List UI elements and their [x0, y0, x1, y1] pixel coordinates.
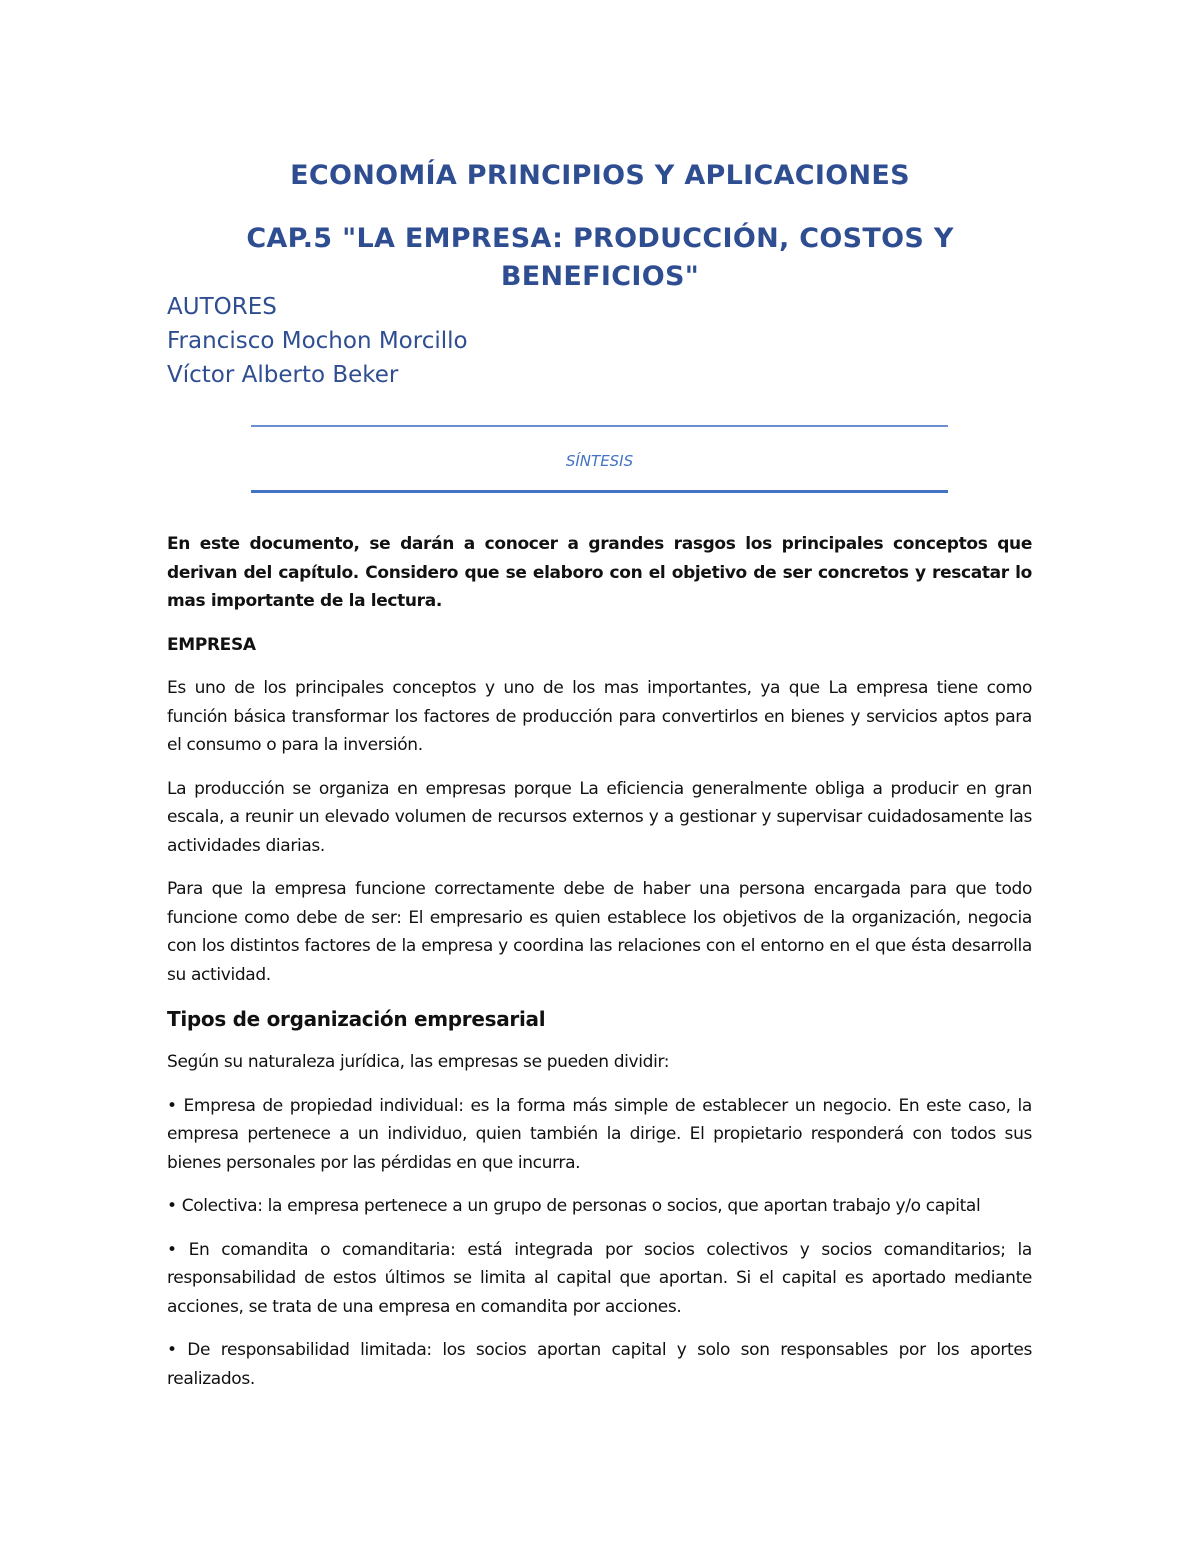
divider-top: [251, 425, 948, 427]
list-item: • Empresa de propiedad individual: es la forma más simple de establecer un negocio. En este caso, la empresa pertenece a un individuo, quien también la dirige. El propietario responderá con todos sus bienes personales por las pérdidas en que incurra.: [167, 1095, 1032, 1173]
paragraph: Para que la empresa funcione correctamente debe de haber una persona encargada para que todo funcione como debe de ser: El empresario es quien establece los objetivos de la organización, negocia con los distintos factores de la empresa y coordina las relaciones con el entorno en el que ésta desarrolla su actividad.: [167, 879, 1032, 985]
authors-label: AUTORES: [167, 294, 277, 320]
paragraph: Según su naturaleza jurídica, las empresas se pueden dividir:: [167, 1052, 670, 1072]
intro-paragraph: En este documento, se darán a conocer a grandes rasgos los principales conceptos que derivan del capítulo. Considero que se elaboro con el objetivo de ser concretos y rescatar lo mas importante de la lectura.: [167, 534, 1032, 611]
divider-bottom: [251, 490, 948, 493]
paragraph: La producción se organiza en empresas porque La eficiencia generalmente obliga a producir en gran escala, a reunir un elevado volumen de recursos externos y a gestionar y supervisar cuidadosamente las actividades diarias.: [167, 778, 1032, 856]
paragraph: Es uno de los principales conceptos y uno de los mas importantes, ya que La empresa tiene como función básica transformar los factores de producción para convertirlos en bienes y servicios aptos para el consumo o para la inversión.: [167, 678, 1032, 755]
section-label: SÍNTESIS: [565, 452, 634, 470]
chapter-title: CAP.5 "LA EMPRESA: PRODUCCIÓN, COSTOS Y BENEFICIOS": [246, 223, 954, 292]
list-item: • En comandita o comanditaria: está integrada por socios colectivos y socios comanditarios; la responsabilidad de estos últimos se limita al capital que aportan. Si el capital es aportado mediante acciones, se trata de una empresa en comandita por acciones.: [167, 1239, 1032, 1317]
section-heading-empresa: EMPRESA: [167, 634, 256, 655]
author-name: Víctor Alberto Beker: [167, 362, 399, 388]
document-body: [167, 530, 1032, 1408]
author-name: Francisco Mochon Morcillo: [167, 328, 468, 354]
list-item: • De responsabilidad limitada: los socios aportan capital y solo son responsables por los aportes realizados.: [167, 1340, 1032, 1389]
authors-block: [167, 290, 468, 392]
list-item: • Colectiva: la empresa pertenece a un grupo de personas o socios, que aportan trabajo y/o capital: [167, 1196, 981, 1216]
document-title: ECONOMÍA PRINCIPIOS Y APLICACIONES: [290, 160, 910, 191]
section-heading-tipos: Tipos de organización empresarial: [167, 1007, 546, 1031]
